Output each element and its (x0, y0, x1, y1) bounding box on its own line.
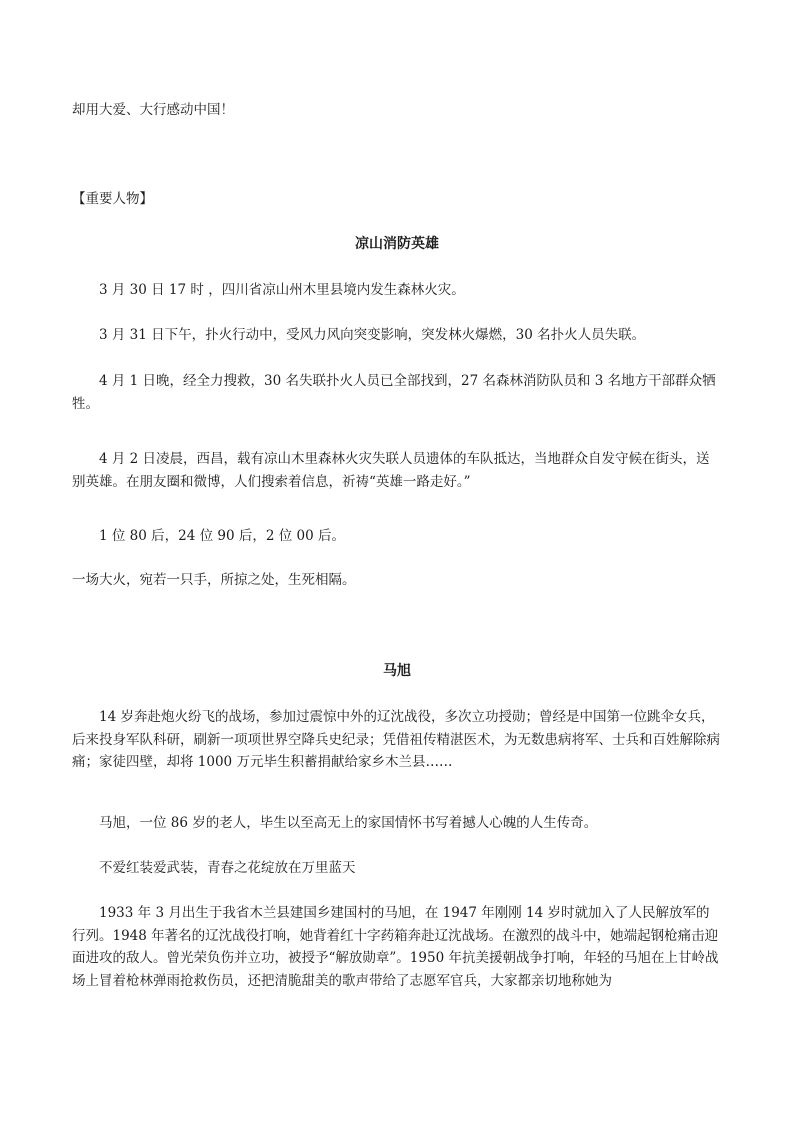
paragraph: 14 岁奔赴炮火纷飞的战场，参加过震惊中外的辽沈战役，多次立功授勋；曾经是中国第一位跳伞女兵，后来投身军队科研，刷新一项项世界空降兵史纪录；凭借祖传精湛医术，为无数患病将军、士兵和百姓解除病痛；家徒四壁，却将 1000 万元毕生积蓄捐献给家乡木兰县…… (72, 709, 720, 770)
paragraph: 3 月 31 日下午，扑火行动中，受风力风向突变影响，突发林火爆燃，30 名扑火人员失联。 (99, 327, 646, 343)
section-label: 【重要人物】 (72, 191, 153, 207)
paragraph: 4 月 2 日凌晨，西昌，载有凉山木里森林火灾失联人员遗体的车队抵达，当地群众自发守候在街头，送别英雄。在朋友圈和微博，人们搜索着信息，祈祷“英雄一路走好。” (72, 451, 710, 490)
paragraph: 一场大火，宛若一只手，所掠之处，生死相隔。 (72, 572, 356, 588)
paragraph: 3 月 30 日 17 时 ，四川省凉山州木里县境内发生森林火灾。 (99, 282, 465, 298)
opening-line: 却用大爱、大行感动中国！ (72, 102, 234, 118)
section-title-liangshan-heroes: 凉山消防英雄 (355, 236, 439, 252)
paragraph: 1933 年 3 月出生于我省木兰县建国乡建国村的马旭，在 1947 年刚刚 14 岁时就加入了人民解放军的行列。1948 年著名的辽沈战役打响，她背着红十字药箱奔赴辽沈战场。在激烈的战斗中，她端起钢枪痛击迎面进攻的敌人。曾光荣负伤并立功，被授予“解放勋章”。1950 年抗美援朝战争打响，年轻的马旭在上甘岭战场上冒着枪林弹雨抢救伤员，还把清脆甜美的歌声带给了志愿军官兵，大家都亲切地称她为 (72, 905, 719, 989)
section-title-ma-xu: 马旭 (383, 663, 411, 679)
paragraph: 1 位 80 后，24 位 90 后，2 位 00 后。 (99, 528, 346, 544)
paragraph: 4 月 1 日晚，经全力搜救，30 名失联扑火人员已全部找到，27 名森林消防队员和 3 名地方干部群众牺牲。 (72, 373, 716, 412)
paragraph: 马旭，一位 86 岁的老人，毕生以至高无上的家国情怀书写着撼人心魄的人生传奇。 (99, 815, 598, 831)
subheading: 不爱红装爱武装，青春之花绽放在万里蓝天 (99, 860, 356, 876)
